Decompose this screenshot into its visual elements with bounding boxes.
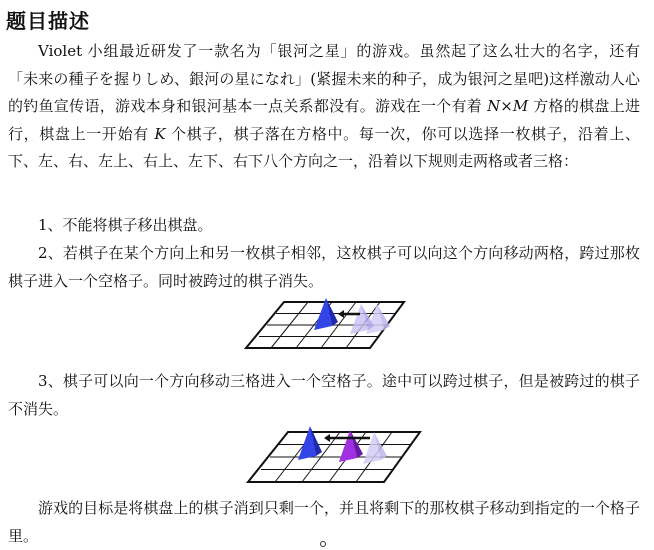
rule-2: 2、若棋子在某个方向上和另一枚棋子相邻，这枚棋子可以向这个方向移动两格，跨过那枚棋子进入一个空格子。同时被跨过的棋子消失。 — [8, 244, 640, 290]
rule-3: 3、棋子可以向一个方向移动三格进入一个空格子。途中可以跨过棋子，但是被跨过的棋子不消失。 — [8, 372, 640, 418]
times-sign: × — [500, 97, 513, 115]
var-k: K — [154, 124, 166, 143]
var-m: M — [512, 97, 529, 115]
rule-1: 1、不能将棋子移出棋盘。 — [38, 216, 213, 234]
intro-text-2: 方格的棋盘上进行，棋盘上一开始有 — [8, 97, 640, 143]
var-n: N — [487, 97, 501, 115]
intro-text-1: Violet 小组最近研发了一款名为「银河之星」的游戏。虽然起了这么壮大的名字，还有「未来の種子を握りしめ、銀河の星になれ」(紧握未来的种子，成为银河之星吧)这样激动人心的钓鱼宣传语，游戏本身和银河基本一点关系都没有。游戏在一个有着 — [8, 42, 640, 115]
intro-paragraph — [8, 38, 640, 176]
cursor-dot — [320, 541, 326, 547]
goal-paragraph: 游戏的目标是将棋盘上的棋子消到只剩一个，并且将剩下的那枚棋子移动到指定的一个格子里。 — [8, 499, 640, 545]
section-heading: 题目描述 — [6, 9, 90, 33]
intro-text-3: 个棋子，棋子落在方格中。每一次，你可以选择一枚棋子，沿着上、下、左、右、左上、右上、左下、右下八个方向之一，沿着以下规则走两格或者三格： — [8, 124, 640, 170]
figure-three-step-move — [244, 422, 424, 488]
figure-jump-move — [244, 296, 414, 354]
